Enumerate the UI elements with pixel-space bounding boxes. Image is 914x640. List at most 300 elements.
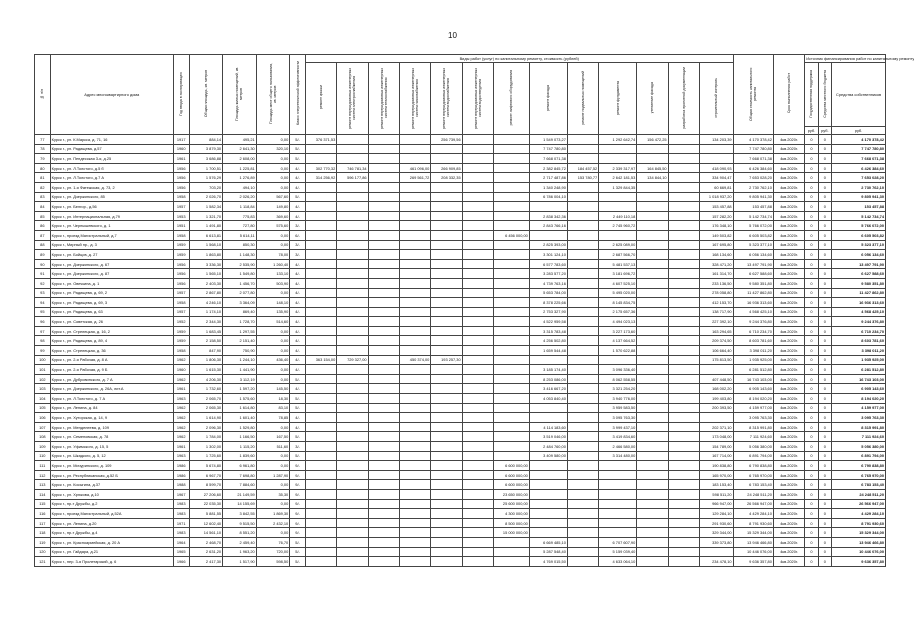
cell-w2 [337,557,368,567]
cell-w4 [399,230,430,240]
cell-w10 [599,480,637,490]
cell-period: 4кв.2020г. [773,528,804,538]
cell-w5 [431,384,462,394]
cell-w10: 1 292 642,74 [599,135,637,145]
cell-cls: 4/- [290,288,306,298]
cell-w1 [305,298,336,308]
cell-w11 [637,384,668,394]
header-work-5: ремонт внутридомовых инженерных систем водоснабжения [431,63,462,135]
cell-w5 [431,413,462,423]
cell-w10: 5 481 537,13 [599,259,637,269]
cell-addr: Курск г., пер. 3-я Пролетарский, д. 6 [50,557,173,567]
cell-w2 [337,509,368,519]
cell-s2: 0 [818,211,831,221]
cell-s2: 0 [818,154,831,164]
cell-w10 [599,518,637,528]
cell-s2: 0 [818,394,831,404]
cell-period: 4кв.2020г. [773,182,804,192]
cell-year: 1986 [173,470,189,480]
cell-w8: 1 340 248,90 [529,182,567,192]
cell-s3: 6 627 588,60 [832,269,886,279]
cell-w9: 184 457,52 [567,163,598,173]
cell-w10: 4 494 023,13 [599,317,637,327]
cell-w9 [567,192,598,202]
cell-w11: 156 472,25 [637,135,668,145]
cell-s1: 0 [805,537,818,547]
cell-common: 133,10 [256,269,290,279]
table-row [35,288,886,298]
cell-w3 [368,221,399,231]
cell-living: 5 614,11 [223,230,257,240]
cell-common: 135,90 [256,307,290,317]
cell-w1 [305,384,336,394]
unit-rub-3: руб. [832,127,886,135]
cell-period: 4кв.2020г. [773,413,804,423]
cell-w13: 1 018 937,20 [699,192,733,202]
cell-common: 0,00 [256,451,290,461]
cell-cls: 5/- [290,547,306,557]
cell-s3: 10 446 076,00 [832,547,886,557]
cell-year: 1957 [173,202,189,212]
cell-s1: 0 [805,298,818,308]
cell-w12 [668,326,699,336]
cell-total: 1 863,80 [189,250,223,260]
cell-w9 [567,422,598,432]
cell-w12 [668,355,699,365]
cell-s3: 16 936 313,60 [832,298,886,308]
cell-living: 6 961,80 [223,461,257,471]
cell-common: 0,00 [256,422,290,432]
cell-living: 1 549,80 [223,269,257,279]
cell-period: 4кв.2020г. [773,259,804,269]
cell-s3: 9 636 357,80 [832,557,886,567]
cell-s2: 0 [818,240,831,250]
cell-common: 35,30 [256,489,290,499]
cell-s2: 0 [818,384,831,394]
cell-w7 [493,403,529,413]
cell-total: 2 065,70 [189,394,223,404]
cell-year: 1983 [173,528,189,538]
cell-w5 [431,259,462,269]
cell-w2 [337,307,368,317]
cell-w2 [337,230,368,240]
cell-w9 [567,432,598,442]
cell-w8: 4 522 959,58 [529,317,567,327]
cell-year: 1960 [173,144,189,154]
header-year: Год ввода в эксплуатацию [173,55,189,135]
cell-w6 [462,202,493,212]
header-total-cost: Общая стоимость капитального ремонта [733,55,773,135]
cell-w7 [493,374,529,384]
cell-living: 2 641,30 [223,144,257,154]
cell-period: 4кв.2020г. [773,518,804,528]
cell-w10: 4 137 664,52 [599,336,637,346]
cell-n: 101 [35,365,51,375]
cell-w13: 202 371,10 [699,422,733,432]
cell-w6 [462,384,493,394]
cell-w4 [399,298,430,308]
cell-cls: 9/- [290,480,306,490]
header-work-8: ремонт фасада [529,63,567,135]
cell-w12 [668,192,699,202]
cell-common: 0,00 [256,154,290,164]
cell-w9 [567,288,598,298]
cell-s3: 6 281 512,80 [832,365,886,375]
cell-w7 [493,557,529,567]
header-work-3: ремонт внутридомовых инженерных систем теплоснабжения [368,63,399,135]
header-works-group: Виды работ (услуг) по капитальному ремонту, стоимость (рублей) [305,55,733,63]
cell-year: 1964 [173,537,189,547]
cell-w1 [305,326,336,336]
cell-w1 [305,346,336,356]
cell-n: 119 [35,537,51,547]
cell-addr: Курск г., ул. Радищева, д. 69, 2 [50,288,173,298]
cell-w6 [462,288,493,298]
cell-w11 [637,537,668,547]
cell-cost: 13 497 791,90 [733,259,773,269]
cell-w9 [567,154,598,164]
cell-n: 98 [35,336,51,346]
cell-n: 109 [35,442,51,452]
cell-w8: 2 843 766,16 [529,221,567,231]
cell-w7 [493,288,529,298]
cell-w13: 60 669,81 [699,182,733,192]
cell-w5 [431,365,462,375]
cell-common: 0,00 [256,230,290,240]
cell-cost: 4 159 977,00 [733,403,773,413]
cell-living: 1 166,50 [223,432,257,442]
cell-common: 83,10 [256,403,290,413]
cell-w13: 134 203,39 [699,135,733,145]
cell-living: 1 456,70 [223,278,257,288]
cell-total: 6 967,70 [189,470,223,480]
cell-s2: 0 [818,346,831,356]
cell-cost: 6 056 134,60 [733,250,773,260]
cell-s3: 16 743 103,00 [832,374,886,384]
cell-period: 4кв.2020г. [773,298,804,308]
cell-period: 4кв.2020г. [773,470,804,480]
cell-year: 1956 [173,278,189,288]
cell-w12 [668,528,699,538]
cell-w5 [431,394,462,404]
cell-w8: 3 315 783,48 [529,326,567,336]
cell-common: 503,90 [256,278,290,288]
cell-period: 4кв.2020г. [773,269,804,279]
cell-w8 [529,461,567,471]
cell-w10: 2 625 089,00 [599,240,637,250]
cell-w10: 2 687 566,70 [599,250,637,260]
cell-w13: 183 153,40 [699,480,733,490]
cell-w2 [337,365,368,375]
cell-w7 [493,211,529,221]
cell-s2: 0 [818,355,831,365]
cell-common: 1 869,30 [256,509,290,519]
cell-w7 [493,259,529,269]
cell-w4 [399,326,430,336]
cell-w5 [431,144,462,154]
cell-cls: 9/- [290,499,306,509]
cell-addr: Курск г., ул. Л.Толстого, д. 7 А [50,394,173,404]
cell-cost: 26 566 947,00 [733,499,773,509]
cell-w13: 407 448,50 [699,374,733,384]
cell-w7 [493,182,529,192]
cell-period: 4кв.2020г. [773,307,804,317]
cell-w13: 138 717,90 [699,307,733,317]
cell-w1 [305,240,336,250]
cell-w12 [668,221,699,231]
cell-w6 [462,442,493,452]
cell-cls: 9/- [290,489,306,499]
cell-w5 [431,509,462,519]
cell-w8: 4 114 183,60 [529,422,567,432]
cell-cls: 3/- [290,221,306,231]
cell-s1: 0 [805,221,818,231]
cell-cost: 6 790 838,80 [733,461,773,471]
cell-n: 80 [35,163,51,173]
cell-w3 [368,211,399,221]
cell-s1: 0 [805,326,818,336]
cell-n: 86 [35,221,51,231]
table-body [35,135,886,567]
cell-w1 [305,547,336,557]
cell-w8: 4 053 840,40 [529,394,567,404]
cell-addr: Курск г., ул. Овечкина, д. 1 [50,278,173,288]
cell-w2 [337,451,368,461]
cell-w1 [305,250,336,260]
cell-w11 [637,269,668,279]
cell-w2 [337,403,368,413]
cell-w5 [431,278,462,288]
cell-w9 [567,518,598,528]
cell-w2 [337,154,368,164]
cell-w1 [305,154,336,164]
cell-addr: Курск г., ул. Радищева, д. 69, 3 [50,298,173,308]
cell-w6 [462,557,493,567]
cell-w11 [637,336,668,346]
cell-s2: 0 [818,288,831,298]
cell-w9 [567,144,598,154]
cell-w7 [493,173,529,183]
cell-s1: 0 [805,240,818,250]
cell-cost: 3 398 011,20 [733,346,773,356]
cell-w8: 4 769 015,50 [529,557,567,567]
cell-w13: 291 930,60 [699,518,733,528]
cell-w12 [668,374,699,384]
cell-total: 1 806,30 [189,355,223,365]
table-row [35,537,886,547]
cell-living: 1 614,80 [223,403,257,413]
cell-s2: 0 [818,278,831,288]
cell-w13: 339 373,80 [699,537,733,547]
cell-total: 1 174,10 [189,307,223,317]
cell-s3: 1 935 925,00 [832,355,886,365]
cell-w3 [368,528,399,538]
cell-cls: 4/- [290,346,306,356]
cell-s2: 0 [818,230,831,240]
cell-living: 494,10 [223,182,257,192]
cell-w12 [668,278,699,288]
cell-w10: 1 570 622,88 [599,346,637,356]
cell-w8: 2 382 845,72 [529,163,567,173]
cell-n: 103 [35,384,51,394]
cell-n: 89 [35,250,51,260]
cell-s3: 7 747 780,80 [832,144,886,154]
cell-s3: 15 329 344,00 [832,528,886,538]
cell-s1: 0 [805,182,818,192]
cell-w12 [668,480,699,490]
cell-w4 [399,259,430,269]
header-period: Срок выполнения работ [773,55,804,135]
cell-w9 [567,307,598,317]
cell-w10: 8 145 834,75 [599,298,637,308]
cell-s3: 9 580 351,80 [832,278,886,288]
cell-w9 [567,374,598,384]
cell-w6 [462,317,493,327]
cell-s1: 0 [805,518,818,528]
cell-w3 [368,317,399,327]
cell-w9 [567,240,598,250]
cell-w11 [637,288,668,298]
cell-cls: 4/- [290,269,306,279]
cell-common: 436,40 [256,355,290,365]
cell-n: 90 [35,259,51,269]
cell-s2: 0 [818,365,831,375]
cell-w10: 5 495 020,00 [599,288,637,298]
cell-w6 [462,173,493,183]
header-work-6: ремонт внутридомовых инженерных систем водоотведения [462,63,493,135]
table-row [35,403,886,413]
cell-year: 1958 [173,298,189,308]
cell-living: 2 535,90 [223,259,257,269]
cell-w11 [637,240,668,250]
cell-s1: 0 [805,307,818,317]
cell-w13: 167 714,00 [699,451,733,461]
cell-w7 [493,202,529,212]
cell-n: 117 [35,518,51,528]
cell-w8: 2 753 327,90 [529,307,567,317]
cell-w12 [668,403,699,413]
cell-cls: 4/- [290,413,306,423]
cell-w2 [337,336,368,346]
cell-living: 1 728,70 [223,317,257,327]
cell-w13: 167 695,80 [699,240,733,250]
cell-living: 1 517,90 [223,557,257,567]
cell-addr: Курск г., ул. Чернышевского, д. 1 [50,221,173,231]
table-row [35,182,886,192]
cell-w4 [399,192,430,202]
unit-rub-2: руб. [818,127,831,135]
cell-living: 1 118,84 [223,202,257,212]
cell-w5 [431,269,462,279]
cell-total: 703,20 [189,182,223,192]
cell-living: 9 515,50 [223,518,257,528]
cell-s3: 8 315 991,80 [832,422,886,432]
cell-s1: 0 [805,403,818,413]
cell-n: 88 [35,240,51,250]
table-row [35,384,886,394]
cell-w10: 3 321 254,20 [599,384,637,394]
cell-w2 [337,489,368,499]
header-finance-group: Источник финансирования работ по капитальному ремонту [806,56,914,61]
cell-n: 107 [35,422,51,432]
cell-w2: 746 781,34 [337,163,368,173]
cell-w7 [493,346,529,356]
cell-w10: 3 959 583,50 [599,403,637,413]
cell-n: 108 [35,432,51,442]
cell-w3 [368,489,399,499]
cell-s2: 0 [818,317,831,327]
cell-n: 99 [35,346,51,356]
cell-s2: 0 [818,250,831,260]
cell-s1: 0 [805,480,818,490]
cell-common: 0,00 [256,163,290,173]
cell-w3 [368,230,399,240]
cell-common: 76,70 [256,537,290,547]
cell-w7: 6 600 000,00 [493,461,529,471]
cell-s3: 6 891 794,00 [832,451,886,461]
cell-cost: 6 281 512,80 [733,365,773,375]
cell-w5 [431,154,462,164]
cell-w11 [637,509,668,519]
table-row [35,211,886,221]
cell-w8: 4 256 502,80 [529,336,567,346]
table-row [35,326,886,336]
cell-year: 1983 [173,509,189,519]
cell-w10: 2 466 580,00 [599,442,637,452]
cell-s3: 6 056 134,60 [832,250,886,260]
cell-addr: Курск г., ул. Белгор., д.56 [50,202,173,212]
cell-cost: 11 427 862,80 [733,288,773,298]
cell-w2 [337,499,368,509]
cell-addr: Курск г., ул. Стрелецкая, д. 36 [50,346,173,356]
cell-living: 1 244,10 [223,355,257,365]
cell-w8 [529,528,567,538]
cell-s3: 6 710 234,70 [832,326,886,336]
cell-w7: 4 300 000,00 [493,509,529,519]
cell-w8 [529,202,567,212]
table-row [35,518,886,528]
cell-w7: 6 600 000,00 [493,480,529,490]
cell-addr: Курск г., ул. Косыгина, д.37 [50,480,173,490]
cell-cls: 3/- [290,442,306,452]
cell-w8: 3 283 577,20 [529,269,567,279]
cell-w4 [399,470,430,480]
cell-w4 [399,250,430,260]
cell-w12 [668,442,699,452]
cell-w5 [431,182,462,192]
header-num: № п/п [35,55,51,135]
cell-s3: 6 426 384,60 [832,163,886,173]
cell-w9 [567,182,598,192]
cell-w13: 598 511,20 [699,489,733,499]
cell-living: 7 884,60 [223,480,257,490]
cell-w8 [529,403,567,413]
cell-w10: 5 159 039,40 [599,547,637,557]
cell-n: 105 [35,403,51,413]
cell-living: 1 115,20 [223,442,257,452]
cell-s2: 0 [818,509,831,519]
cell-n: 106 [35,413,51,423]
cell-w10 [599,470,637,480]
cell-w3 [368,461,399,471]
cell-s3: 11 427 862,80 [832,288,886,298]
cell-s3: 24 248 511,20 [832,489,886,499]
cell-w7 [493,144,529,154]
cell-w2: 729 327,00 [337,355,368,365]
cell-common: 0,00 [256,480,290,490]
cell-addr: Курск г., ул. Дубровинского, д. 7 А [50,374,173,384]
cell-year: 1956 [173,163,189,173]
